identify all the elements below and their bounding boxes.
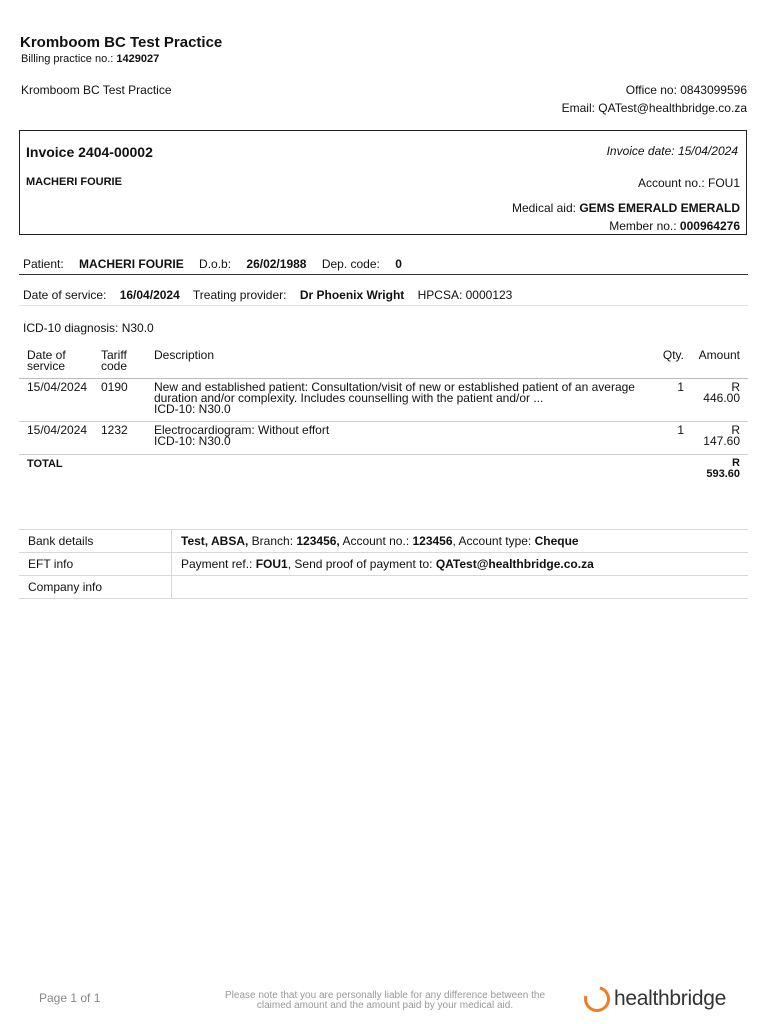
patient-details [23,257,414,271]
dep-label: Dep. code: [321,257,384,271]
company-info-row [19,576,748,599]
divider [19,305,748,306]
divider [19,274,748,275]
practice-title: Kromboom BC Test Practice [20,34,223,51]
invoice-date: Invoice date: 15/04/2024 [606,144,738,158]
practice-email: Email: QATest@healthbridge.co.za [561,101,747,115]
liability-note: Please note that you are personally liable for any difference between the claimed amount and the amount paid by your medical aid. [224,990,546,1011]
row-description: New and established patient: Consultation/visit of new or established patient of an average duration and/or complexity. Includes counselling with the patient and/or ... ICD-10: N30.0 [154,380,635,416]
dep-code-field [322,257,402,271]
total-amount: R 593.60 [706,457,740,480]
bank-details-value: Test, ABSA, Branch: 123456, Account no.: 123456, Account type: Cheque [172,530,749,553]
eft-info-row [19,553,748,576]
row-date: 15/04/2024 [27,380,88,394]
company-info-label: Company info [19,576,172,599]
eft-info-label: EFT info [19,553,172,576]
col-header-qty: Qty. [662,348,684,362]
medical-aid-value: GEMS EMERALD EMERALD [579,201,740,215]
medical-aid [512,201,740,215]
col-header-amount: Amount [698,348,740,362]
row-divider [19,454,748,455]
billing-number: 1429027 [116,53,160,65]
provider-label: Treating provider: [192,288,290,302]
patient-label: Patient: [23,257,68,271]
col-header-tariff: Tariff code [101,348,128,373]
service-date-value: 16/04/2024 [119,288,180,302]
row-amount: R 147.60 [703,423,740,448]
invoice-patient-name: MACHERI FOURIE [26,176,122,188]
logo-text: healthbridge [614,987,726,1010]
date-of-service [23,288,180,302]
invoice-header-box [19,130,747,235]
table-header-divider [19,378,748,379]
row-divider [19,421,748,422]
row-qty: 1 [677,380,684,394]
hpcsa-number: HPCSA: 0000123 [417,288,513,302]
patient-field [23,257,184,271]
row-tariff: 0190 [101,380,128,394]
icd-diagnosis: ICD-10 diagnosis: N30.0 [23,321,154,335]
eft-info-value: Payment ref.: FOU1, Send proof of payment to: QATest@healthbridge.co.za [172,553,749,576]
billing-label: Billing practice no.: [21,53,117,65]
company-info-value [172,576,749,599]
row-amount: R 446.00 [703,380,740,405]
treating-provider [193,288,404,302]
service-date-label: Date of service: [23,288,110,302]
healthbridge-logo-icon [579,981,615,1017]
member-value: 000964276 [679,219,740,233]
billing-practice-number [21,53,159,65]
dob-field [199,257,306,271]
dob-label: D.o.b: [199,257,235,271]
dep-value: 0 [395,257,402,271]
row-date: 15/04/2024 [27,423,88,437]
provider-value: Dr Phoenix Wright [299,288,405,302]
col-header-description: Description [154,348,215,362]
col-header-date: Date of service [27,348,66,373]
office-number: Office no: 0843099596 [625,83,747,97]
healthbridge-logo [584,984,726,1014]
medical-aid-label: Medical aid: [511,201,580,215]
total-label: TOTAL [27,458,63,470]
row-tariff: 1232 [101,423,128,437]
bank-details-row [19,530,748,553]
page-number: Page 1 of 1 [39,991,101,1005]
member-number [609,219,740,233]
patient-value: MACHERI FOURIE [79,257,184,271]
bank-details-label: Bank details [19,530,172,553]
dob-value: 26/02/1988 [246,257,307,271]
payment-info-table [19,529,748,599]
practice-name: Kromboom BC Test Practice [21,83,172,97]
account-number: Account no.: FOU1 [637,176,740,190]
row-qty: 1 [677,423,684,437]
invoice-title: Invoice 2404-00002 [26,144,153,160]
member-label: Member no.: [609,219,680,233]
row-description: Electrocardiogram: Without effort ICD-10: N30.0 [154,423,330,448]
service-details [23,288,522,302]
